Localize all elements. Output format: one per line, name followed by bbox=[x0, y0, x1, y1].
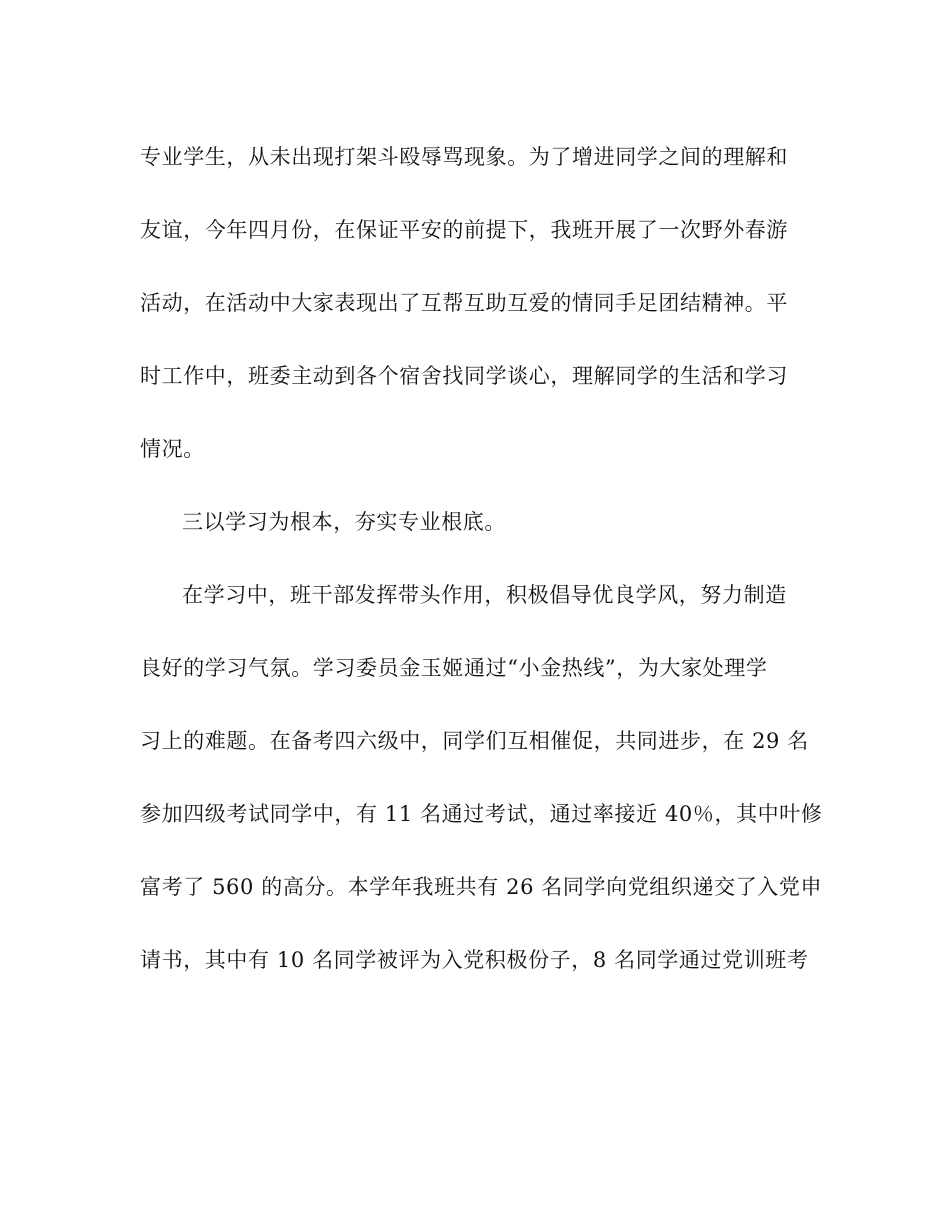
section-heading: 三以学习为根本，夯实专业根底。 bbox=[182, 510, 506, 534]
text-line: 专业学生，从未出现打架斗殴辱骂现象。为了增进同学之间的理解和 bbox=[140, 145, 788, 169]
text-line: 富考了 560 的高分。本学年我班共有 26 名同学向党组织递交了入党申 bbox=[140, 875, 823, 899]
text-line: 良好的学习气氛。学习委员金玉姬通过“小金热线”，为大家处理学 bbox=[140, 656, 768, 680]
text-line: 参加四级考试同学中，有 11 名通过考试，通过率接近 40％，其中叶修 bbox=[140, 802, 823, 826]
text-line: 请书，其中有 10 名同学被评为入党积极份子，8 名同学通过党训班考 bbox=[140, 948, 809, 972]
text-line: 时工作中，班委主动到各个宿舍找同学谈心，理解同学的生活和学习 bbox=[140, 364, 788, 388]
text-line: 习上的难题。在备考四六级中，同学们互相催促，共同进步，在 29 名 bbox=[140, 729, 809, 753]
paragraph-start-line: 在学习中，班干部发挥带头作用，积极倡导优良学风，努力制造 bbox=[182, 583, 787, 607]
text-line: 情况。 bbox=[140, 437, 205, 461]
text-line: 友谊，今年四月份，在保证平安的前提下，我班开展了一次野外春游 bbox=[140, 218, 788, 242]
text-line: 活动，在活动中大家表现出了互帮互助互爱的情同手足团结精神。平 bbox=[140, 291, 788, 315]
document-body bbox=[140, 138, 823, 1014]
